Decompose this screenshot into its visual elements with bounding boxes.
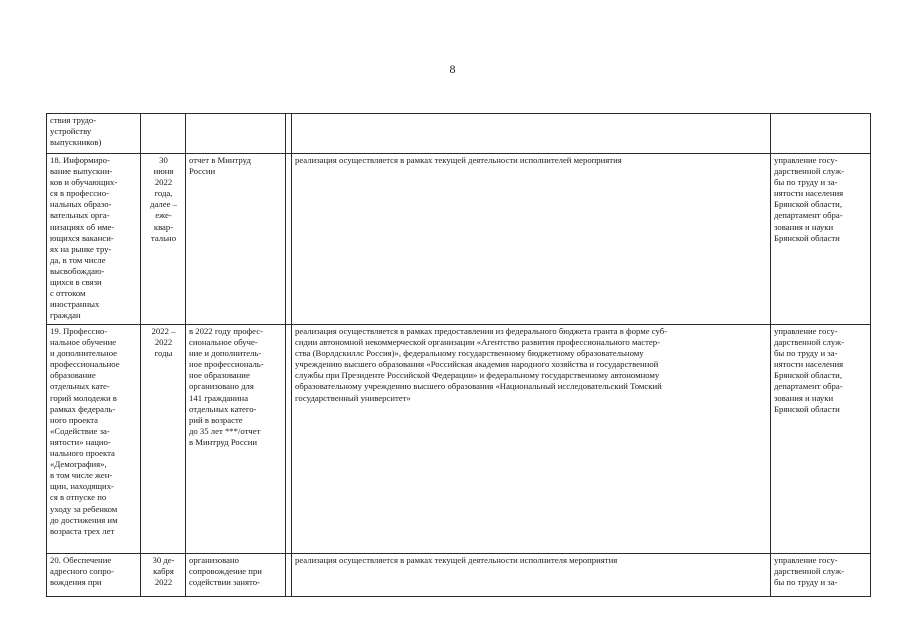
result-cell: в 2022 году профес- сиональное обуче- ние и дополнитель- ное профессиональ- ное образование организовано для 141 гражданина отдельных катего- рий в возрасте до 35 лет ***/отчет в Минтруд России [186, 325, 286, 554]
measure-cell: 20. Обеспечение адресного сопро- вождения при [47, 554, 141, 597]
executor-cell: управление госу- дарственной служ- бы по труду и за- нятости населения Брянской области, департамент обра- зования и науки Брянской области [771, 154, 871, 325]
table-row [47, 114, 871, 154]
executor-cell: управление госу- дарственной служ- бы по труду и за- нятости населения Брянской области, департамент обра- зования и науки Брянской области [771, 325, 871, 554]
measures-table [46, 113, 871, 597]
mechanism-cell [292, 114, 771, 154]
measure-cell: ствия трудо- устройству выпускников) [47, 114, 141, 154]
deadline-cell: 2022 – 2022 годы [141, 325, 186, 554]
table-row [47, 154, 871, 325]
mechanism-cell: реализация осуществляется в рамках текущей деятельности исполнителей мероприятия [292, 154, 771, 325]
measure-cell: 18. Информиро- вание выпускни- ков и обучающих- ся в профессио- нальных образо- вательных орга- низациях об име- ющихся ваканси- ях на рынке тру- да, в том числе высвобождаю- щихся в связи с оттоком иностранных граждан [47, 154, 141, 325]
mechanism-cell: реализация осуществляется в рамках предоставления из федерального бюджета гранта в форме суб- сидии автономной некоммерческой организации «Агентство развития профессионального мастер- ства (Ворлдскиллс Россия)», федеральному государственному бюджетному образовательному учреждению высшего образования «Российская академия народного хозяйства и государственной службы при Президенте Российской Федерации» и федеральному государственному автономному образовательному учреждению высшего образования «Национальный исследовательский Томский государственный университет» [292, 325, 771, 554]
table-row [47, 554, 871, 597]
mechanism-cell: реализация осуществляется в рамках текущей деятельности исполнителя мероприятия [292, 554, 771, 597]
measure-cell: 19. Профессио- нальное обучение и дополнительное профессиональное образование отдельных кате- горий молодежи в рамках федераль- ного проекта «Содействие за- нятости» нацио- нального проекта «Демография», в том числе жен- щин, находящих- ся в отпуске по уходу за ребенком до достижения им возраста трех лет [47, 325, 141, 554]
result-cell [186, 114, 286, 154]
deadline-cell: 30 июня 2022 года, далее – еже- квар- тально [141, 154, 186, 325]
deadline-cell: 30 де- кабря 2022 [141, 554, 186, 597]
executor-cell [771, 114, 871, 154]
result-cell: организовано сопровождение при содействии занято- [186, 554, 286, 597]
table-row [47, 325, 871, 554]
result-cell: отчет в Минтруд России [186, 154, 286, 325]
deadline-cell [141, 114, 186, 154]
page-number: 8 [449, 62, 456, 76]
executor-cell: управление госу- дарственной служ- бы по труду и за- [771, 554, 871, 597]
